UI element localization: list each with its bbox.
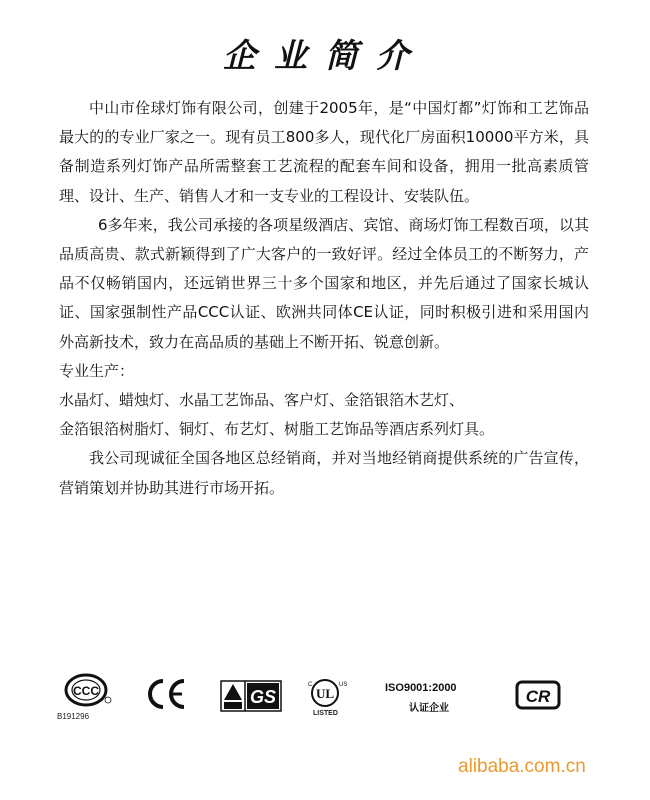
certification-logos xyxy=(55,670,595,730)
svg-text:C: C xyxy=(308,682,313,688)
products-line-1: 水晶灯、蜡烛灯、水晶工艺饰品、客户灯、金箔银箔木艺灯、 xyxy=(59,391,465,410)
svg-text:CR: CR xyxy=(525,687,551,706)
svg-text:GS: GS xyxy=(249,687,277,707)
intro-paragraph-1: 中山市佺球灯饰有限公司，创建于2005年，是“中国灯都”灯饰和工艺饰品最大的的专业厂家之一。现有员工800多人，现代化厂房面积10000平方米，具备制造系列灯饰产品所需整套工艺流程的配套车间和设备，拥用一批高素质管理、设计、生产、销售人才和一支专业的工程设计、安装队伍。 xyxy=(59,99,589,205)
cr-mark-icon xyxy=(515,680,561,710)
products-line-2: 金箔银箔树脂灯、铜灯、布艺灯、树脂工艺饰品等酒店系列灯具。 xyxy=(59,420,495,439)
svg-text:UL: UL xyxy=(315,686,335,701)
iso-certified-label: 认证企业 xyxy=(409,703,449,714)
intro-paragraph-2: 6多年来，我公司承接的各项星级酒店、宾馆、商场灯饰工程数百项，以其品质高贵、款式新颖得到了广大客户的一致好评。经过全体员工的不断努力，产品不仅畅销国内，还远销世界三十多个国家和地区，并先后通过了国家长城认证、国家强制性产品CCC认证、欧洲共同体CE认证，同时积极引进和采用国内外高新技术，致力在高品质的基础上不断开拓、锐意创新。 xyxy=(59,215,589,351)
ccc-code: B191296 xyxy=(57,712,90,721)
gs-mark-icon xyxy=(220,680,282,712)
iso-label: ISO9001:2000 xyxy=(385,682,457,694)
intro-content xyxy=(59,94,589,503)
ul-listed-icon xyxy=(305,678,348,710)
ul-caption: LISTED xyxy=(313,710,338,717)
intro-paragraph-3: 我公司现诚征全国各地区总经销商，并对当地经销商提供系统的广告宣传，营销策划并协助其进行市场开拓。 xyxy=(59,449,589,497)
ccc-mark-icon xyxy=(63,670,113,710)
svg-text:CCC: CCC xyxy=(73,684,99,698)
svg-text:US: US xyxy=(339,682,348,688)
site-watermark: alibaba.com.cn xyxy=(458,756,586,777)
ce-mark-icon xyxy=(145,677,189,711)
products-heading: 专业生产： xyxy=(59,361,135,380)
page-title: 企业简介 xyxy=(223,36,427,75)
